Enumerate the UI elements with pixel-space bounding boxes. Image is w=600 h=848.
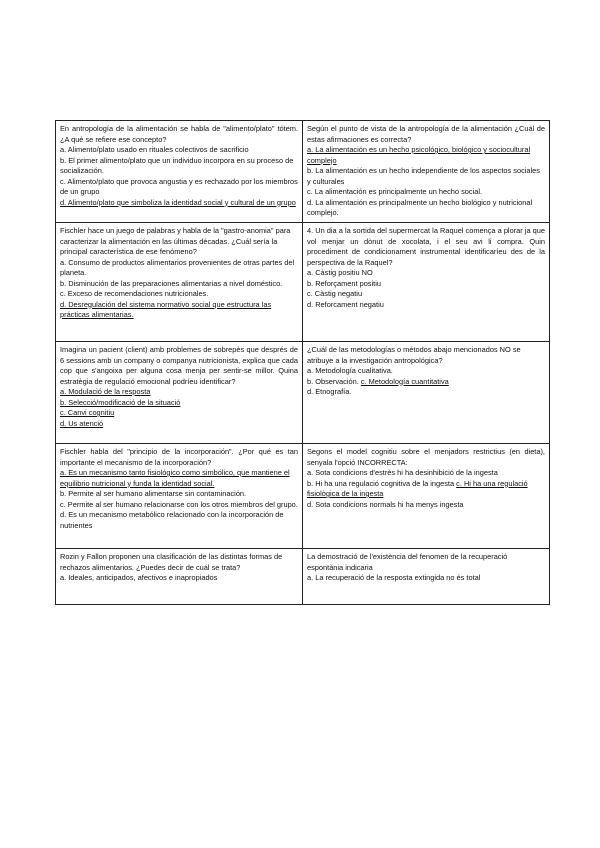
- answer-option: d. Etnografía.: [307, 387, 352, 396]
- question-cell: [303, 342, 550, 444]
- answer-option: b. Observación.: [307, 376, 359, 386]
- question-text: Imagina un pacient (client) amb problemes de sobrepès que després de 6 sessions amb un company o companya nutricionista, explica que cada cop que s'angoixa per alguna cosa menja per sentir-se millor. Quina estratègia de regulació emocional podríeu identificar?: [60, 345, 298, 386]
- answer-option: a. Sota condicions d'estrès hi ha desinhibició de la ingesta: [307, 468, 498, 477]
- quiz-row: [56, 342, 550, 444]
- answer-option-pair: [307, 377, 545, 388]
- question-cell: [56, 549, 303, 605]
- question-text: Rozin y Fallon proponen una clasificación de las distintas formas de rechazos alimentarios. ¿Puedes decir de cuál se trata?: [60, 552, 283, 572]
- question-text: La demostració de l'existència del fenomen de la recuperació espontània indicaria: [307, 552, 508, 572]
- question-cell: [56, 223, 303, 342]
- answer-option: b. Disminución de las preparaciones alimentarias a nivel doméstico.: [60, 278, 283, 288]
- question-text: Segons el model cognitiu sobre el menjadors restrictius (en dieta), senyala l'opció INCORRECTA:: [307, 447, 545, 467]
- question-cell: [303, 223, 550, 342]
- quiz-row: [56, 121, 550, 223]
- question-text: 4. Un dia a la sortida del supermercat la Raquel comença a plorar ja que vol menjar un dònut de xocolata, i el seu avi li compra. Quin procediment de condicionament instrumental identificaríeu des de la perspectiva de la Raquel?: [307, 226, 545, 267]
- answer-option-marked: d. Desregulación del sistema normativo social que estructura las prácticas alimentarias.: [60, 299, 272, 319]
- quiz-row: [56, 444, 550, 549]
- answer-option: c. Permite al ser humano relacionarse con los otros miembros del grupo.: [60, 499, 298, 509]
- answer-option: a. Consumo de productos alimentarios provenientes de otras partes del planeta.: [60, 257, 295, 277]
- answer-option: a. Alimento/plato usado en rituales colectivos de sacrificio: [60, 145, 249, 154]
- question-text: Fischler hace un juego de palabras y habla de la "gastro-anomia" para caracterizar la alimentación en las últimas décadas. ¿Cuál sería la principal característica de ese fenómeno?: [60, 226, 291, 256]
- answer-option: d. Sota condicions normals hi ha menys ingesta: [307, 499, 464, 509]
- answer-option: d. Es un mecanismo metabólico relacionado con la incorporación de nutrientes: [60, 510, 284, 530]
- quiz-table: [55, 120, 550, 605]
- quiz-sheet: [55, 120, 549, 605]
- question-cell: [56, 342, 303, 444]
- answer-option: b. La alimentación es un hecho independiente de los aspectos sociales y culturales: [307, 166, 540, 186]
- answer-option-marked: a. Es un mecanismo tanto fisiológico como simbólico, que mantiene el equilibrio nutricional y funda la identidad social.: [60, 468, 290, 488]
- answer-option: d. La alimentación es principalmente un hecho biológico y nutricional complejo.: [307, 197, 533, 217]
- quiz-row: [56, 549, 550, 605]
- answer-option: a. La recuperació de la resposta extingida no és total: [307, 573, 481, 582]
- question-cell: [303, 121, 550, 223]
- answer-option: a. Metodología cualitativa.: [307, 366, 393, 375]
- answer-option-marked: a. La alimentación es un hecho psicológico, biológico y sociocultural complejo: [307, 145, 531, 165]
- answer-option: b. Permite al ser humano alimentarse sin contaminación.: [60, 489, 247, 498]
- question-cell: [303, 549, 550, 605]
- answer-option: c. Càstig negatiu: [307, 289, 363, 298]
- answer-option-marked: b. Selecció/modificació de la situació: [60, 397, 181, 407]
- answer-option: b. El primer alimento/plato que un individuo incorpora en su proceso de socialización.: [60, 155, 294, 175]
- answer-option-marked: d. Alimento/plato que simboliza la identidad social y cultural de un grupo: [60, 197, 296, 207]
- question-cell: [56, 121, 303, 223]
- answer-option: b. Hi ha una regulació cognitiva de la ingesta: [307, 478, 455, 488]
- answer-option-marked: c. Hi ha una regulació fisiològica de la ingesta: [307, 478, 528, 498]
- answer-option: c. La alimentación es principalmente un hecho social.: [307, 187, 483, 196]
- answer-option: d. Reforcament negatiu: [307, 299, 384, 309]
- quiz-row: [56, 223, 550, 342]
- answer-option: c. Exceso de recomendaciones nutricionales.: [60, 289, 209, 298]
- answer-option: a. Ideales, anticipados, afectivos e inapropiados: [60, 573, 218, 582]
- question-cell: [56, 444, 303, 549]
- question-text: ¿Cuál de las metodologías o métodos abajo mencionados NO se atribuye a la investigación antropológica?: [307, 345, 521, 365]
- answer-option-marked: a. Modulació de la resposta: [60, 387, 151, 396]
- answer-option: c. Alimento/plato que provoca angustia y es rechazado por los miembros de un grupo: [60, 176, 298, 196]
- answer-option: a. Càstig positiu NO: [307, 268, 373, 277]
- question-cell: [303, 444, 550, 549]
- answer-option-pair: [307, 479, 545, 500]
- answer-option-marked: d. Us atenció: [60, 418, 104, 428]
- answer-option-marked: c. Canvi cognitiu: [60, 408, 115, 417]
- answer-option-marked: c. Metodología cuantitativa: [360, 376, 449, 386]
- answer-option: b. Reforçament positiu: [307, 278, 381, 288]
- question-text: Fischler habla del "principio de la incorporación". ¿Por qué es tan importante el mecanismo de la incorporación?: [60, 447, 298, 467]
- question-text: En antropología de la alimentación se habla de "alimento/plato" tótem. ¿A qué se refiere ese concepto?: [60, 124, 298, 144]
- question-text: Según el punto de vista de la antropología de la alimentación ¿Cuál de estas afirmaciones es correcta?: [307, 124, 545, 144]
